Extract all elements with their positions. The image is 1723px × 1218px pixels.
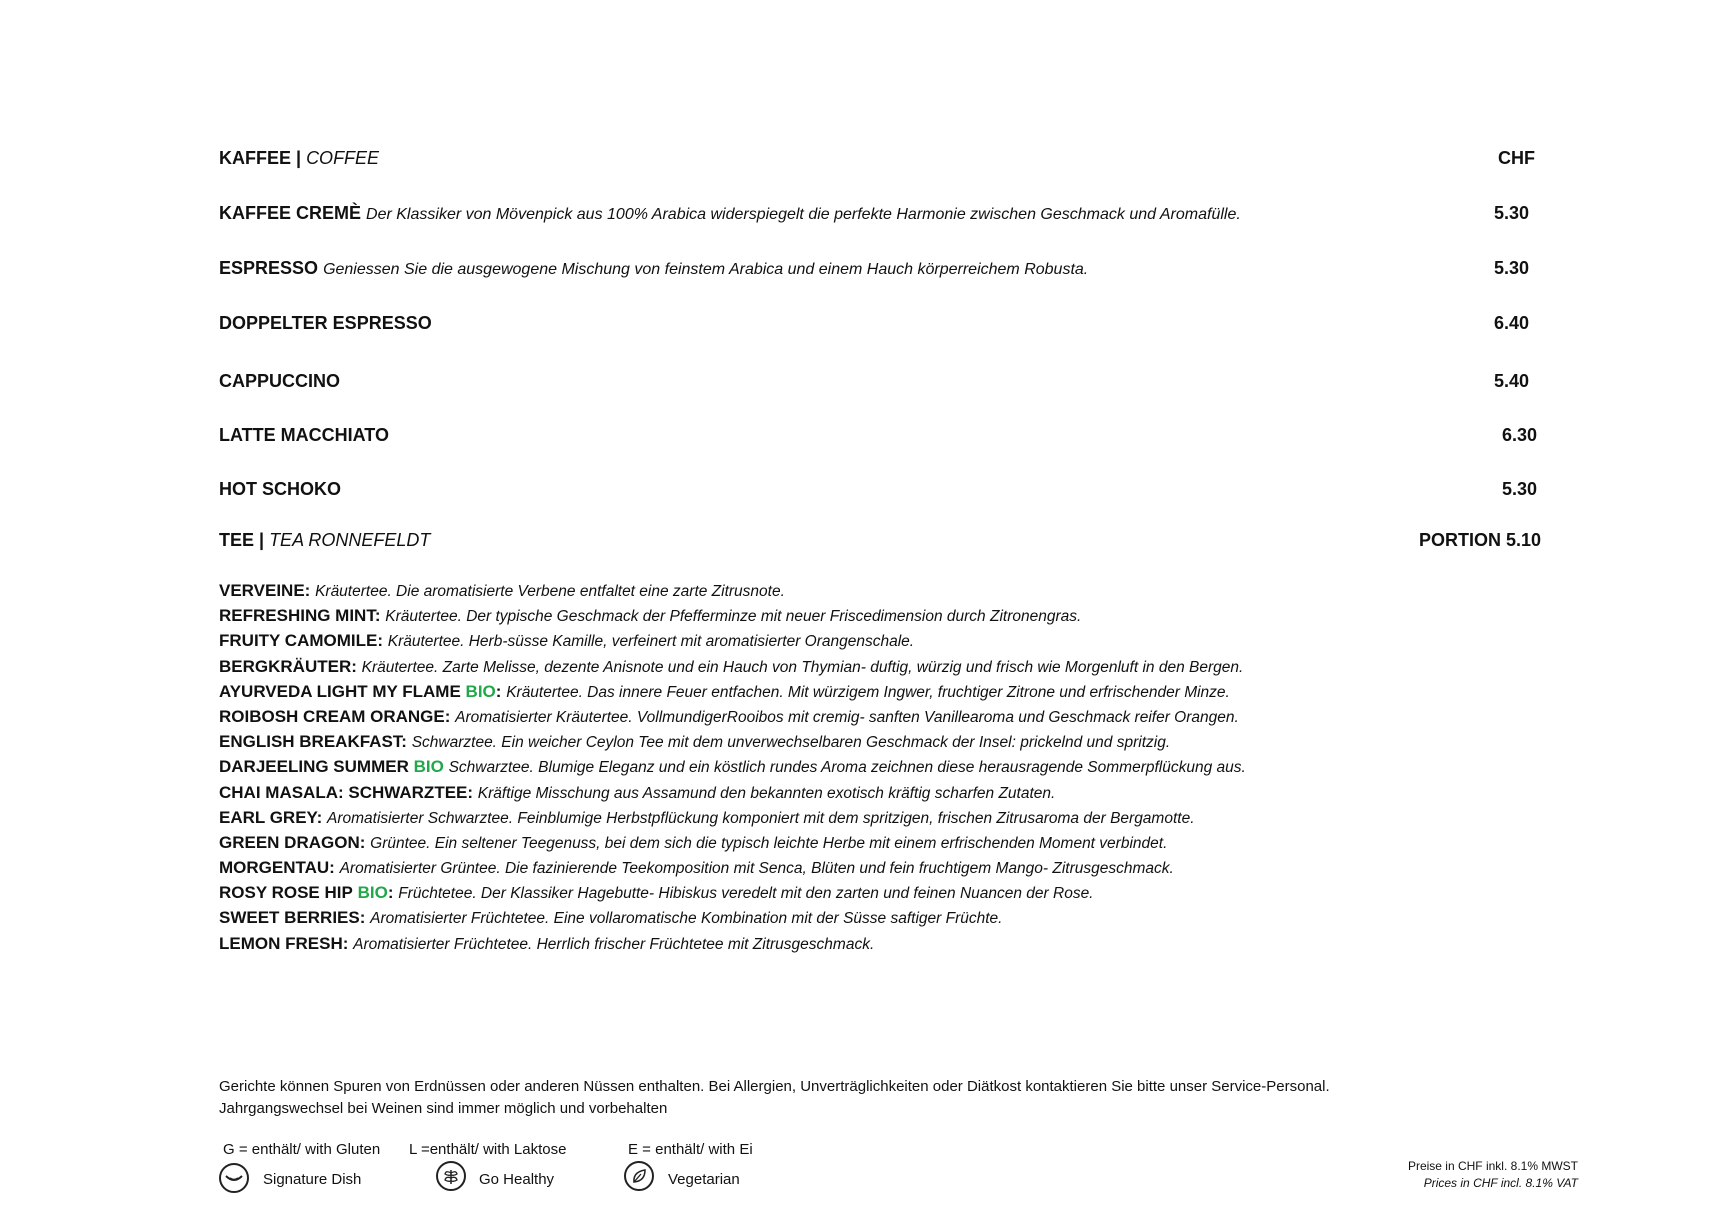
tea-item <box>219 704 1246 729</box>
tea-name: FRUITY CAMOMILE: <box>219 631 384 651</box>
tea-item <box>219 931 1246 956</box>
tea-desc: Aromatisierter Grüntee. Die fazinierende Teekomposition mit Senca, Blüten und fein fruchtigem Mango- Zitrusgeschmack. <box>339 860 1174 878</box>
tea-item <box>219 855 1246 880</box>
tea-name: LEMON FRESH: <box>219 933 349 953</box>
tea-heading-bold: TEE | <box>219 530 265 550</box>
tea-desc: Schwarztee. Ein weicher Ceylon Tee mit dem unverwechselbaren Geschmack der Insel: prickelnd und spritzig. <box>411 734 1171 752</box>
signature-dish-icon <box>219 1163 249 1193</box>
tea-desc: Kräutertee. Die aromatisierte Verbene entfaltet eine zarte Zitrusnote. <box>315 583 785 600</box>
tea-desc: Kräftige Misschung aus Assamund den bekannten exotisch kräftig scharfen Zutaten. <box>477 784 1056 802</box>
tea-item <box>219 654 1246 679</box>
tea-item <box>219 880 1246 905</box>
coffee-heading-italic: COFFEE <box>306 148 380 168</box>
tea-name: VERVEINE: <box>219 581 311 600</box>
menu-item-doppelter-espresso: DOPPELTER ESPRESSO <box>219 313 432 333</box>
tea-heading <box>219 530 430 551</box>
legend-lactose: L =enthält/ with Laktose <box>409 1141 567 1158</box>
tea-name: EARL GREY: <box>219 807 323 827</box>
item-name: KAFFEE CREMÈ <box>219 203 362 223</box>
tea-item <box>219 754 1246 779</box>
tea-item <box>219 905 1246 930</box>
vintage-note: Jahrgangswechsel bei Weinen sind immer möglich und vorbehalten <box>219 1100 668 1117</box>
item-price: 6.40 <box>1494 313 1530 333</box>
vat-note-en: Prices in CHF incl. 8.1% VAT <box>1423 1176 1578 1190</box>
item-price: 5.30 <box>1494 203 1530 223</box>
allergy-note: Gerichte können Spuren von Erdnüssen oder anderen Nüssen enthalten. Bei Allergien, Unverträglichkeiten oder Diätkost kontaktieren Sie bitte unser Service-Personal. <box>219 1078 1330 1095</box>
vat-note-de: Preise in CHF inkl. 8.1% MWST <box>1407 1159 1578 1173</box>
tea-desc: Kräutertee. Der typische Geschmack der Pfefferminze mit neuer Friscedimension durch Zitronengras. <box>385 608 1082 626</box>
tea-desc: Früchtetee. Der Klassiker Hagebutte- Hibiskus veredelt mit den zarten und feinen Nuancen der Rose. <box>398 885 1094 903</box>
tea-item <box>219 830 1246 855</box>
tea-heading-italic: TEA RONNEFELDT <box>269 530 431 550</box>
tea-name-suffix: : <box>387 883 394 903</box>
tea-name: DARJEELING SUMMER <box>219 757 409 777</box>
bio-badge: BIO <box>413 757 444 777</box>
tea-desc: Kräutertee. Zarte Melisse, dezente Anisnote und ein Hauch von Thymian- duftig, würzig und frisch wie Morgenluft in den Bergen. <box>361 658 1244 676</box>
tea-desc: Grüntee. Ein seltener Teegenuss, bei dem sich die typisch leichte Herbe mit einem erfrischenden Moment verbindet. <box>370 834 1168 852</box>
coffee-heading <box>219 148 379 169</box>
menu-item-latte-macchiato: LATTE MACCHIATO <box>219 425 389 445</box>
item-desc: Geniessen Sie die ausgewogene Mischung von feinstem Arabica und einem Hauch körperreichem Robusta. <box>323 261 1089 278</box>
tea-list <box>219 578 1246 956</box>
vegetarian-label: Vegetarian <box>668 1171 740 1188</box>
vegetarian-leaf-icon <box>624 1161 654 1191</box>
menu-item-cappuccino: CAPPUCCINO <box>219 371 341 391</box>
tea-name: BERGKRÄUTER: <box>219 656 357 676</box>
tea-desc: Aromatisierter Früchtetee. Herrlich frischer Früchtetee mit Zitrusgeschmack. <box>353 935 875 953</box>
tea-item <box>219 805 1246 830</box>
tea-name: AYURVEDA LIGHT MY FLAME <box>219 681 461 701</box>
go-healthy-icon <box>436 1161 466 1191</box>
tea-name: GREEN DRAGON: <box>219 832 366 852</box>
tea-item <box>219 679 1246 704</box>
legend-gluten: G = enthält/ with Gluten <box>223 1141 381 1158</box>
tea-name: ROIBOSH CREAM ORANGE: <box>219 706 451 726</box>
tea-item <box>219 578 1246 603</box>
tea-name: SWEET BERRIES: <box>219 908 366 928</box>
tea-desc: Kräutertee. Das innere Feuer entfachen. Mit würzigem Ingwer, fruchtiger Zitrone und erfrischender Minze. <box>506 683 1230 701</box>
tea-desc: Kräutertee. Herb-süsse Kamille, verfeinert mit aromatisierter Orangenschale. <box>387 633 915 651</box>
coffee-heading-bold: KAFFEE | <box>219 148 302 168</box>
menu-item-hot-schoko: HOT SCHOKO <box>219 479 342 499</box>
item-price: 6.30 <box>1502 425 1538 445</box>
tea-name: MORGENTAU: <box>219 858 335 878</box>
item-price: 5.40 <box>1494 371 1530 391</box>
tea-name: REFRESHING MINT: <box>219 606 381 626</box>
tea-desc: Schwarztee. Blumige Eleganz und ein köstlich rundes Aroma zeichnen diese herausragende Sommerpflückung aus. <box>448 759 1246 777</box>
tea-item <box>219 603 1246 628</box>
currency-label: CHF <box>1498 148 1535 168</box>
tea-item <box>219 780 1246 805</box>
tea-name: ROSY ROSE HIP <box>219 883 353 903</box>
item-price: 5.30 <box>1494 258 1530 278</box>
item-name: ESPRESSO <box>219 258 319 278</box>
tea-portion-price: PORTION 5.10 <box>1419 530 1542 550</box>
tea-item <box>219 729 1246 754</box>
menu-item-kaffee-creme <box>219 203 1241 224</box>
legend-egg: E = enthält/ with Ei <box>628 1141 753 1158</box>
tea-name: ENGLISH BREAKFAST: <box>219 732 407 752</box>
bio-badge: BIO <box>357 883 388 903</box>
tea-desc: Aromatisierter Kräutertee. VollmundigerRooibos mit cremig- sanften Vanillearoma und Geschmack reifer Orangen. <box>455 708 1239 726</box>
tea-item <box>219 628 1246 653</box>
tea-name-suffix: : <box>495 681 502 701</box>
item-desc: Der Klassiker von Mövenpick aus 100% Arabica widerspiegelt die perfekte Harmonie zwischen Geschmack und Aromafülle. <box>366 206 1241 223</box>
signature-dish-label: Signature Dish <box>263 1171 362 1188</box>
bio-badge: BIO <box>465 681 496 701</box>
tea-name: CHAI MASALA: SCHWARZTEE: <box>219 782 474 802</box>
item-price: 5.30 <box>1502 479 1538 499</box>
go-healthy-label: Go Healthy <box>479 1171 555 1188</box>
tea-desc: Aromatisierter Schwarztee. Feinblumige Herbstpflückung komponiert mit dem spritzigen, frischen Zitrusaroma der Bergamotte. <box>327 809 1195 827</box>
menu-item-espresso <box>219 258 1088 279</box>
tea-desc: Aromatisierter Früchtetee. Eine vollaromatische Kombination mit der Süsse saftiger Früchte. <box>370 910 1003 928</box>
